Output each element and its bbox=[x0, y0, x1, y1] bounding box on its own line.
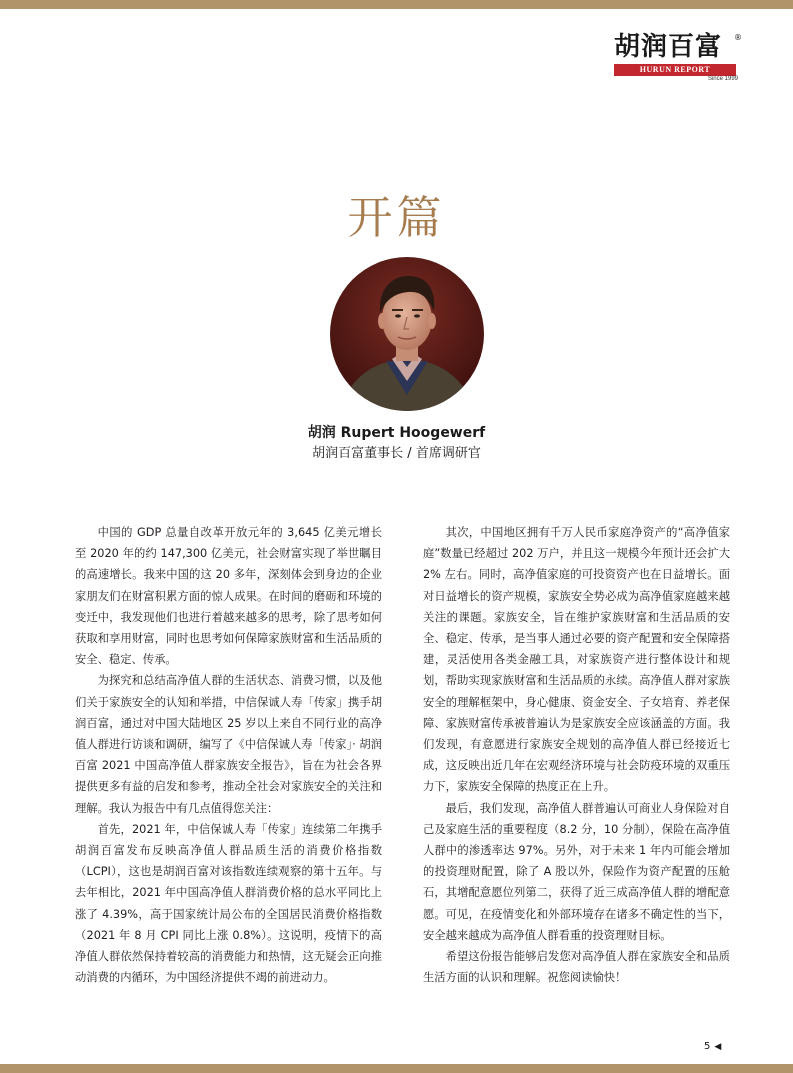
body-paragraph: 为探究和总结高净值人群的生活状态、消费习惯，以及他们关于家族安全的认知和举措，中信保诚人寿「传家」携手胡润百富，通过对中国大陆地区 25 岁以上来自不同行业的高净值人群进行访谈和调研，编写了《中信保诚人寿「传家」· 胡润百富 2021 中国高净值人群家族安全报告》，旨在为社会各界提供更多有益的启发和参考，推动全社会对家族安全的关注和理解。我认为报告中有几点值得您关注： bbox=[75, 674, 382, 815]
page-number-text: 5 bbox=[704, 1041, 711, 1052]
logo-chinese-text: 胡润百富 bbox=[614, 32, 723, 62]
body-paragraph: 希望这份报告能够启发您对高净值人群在家族安全和品质生活方面的认识和理解。祝您阅读愉快！ bbox=[423, 950, 730, 985]
portrait-image bbox=[330, 257, 484, 411]
body-paragraph: 其次，中国地区拥有千万人民币家庭净资产的“高净值家庭”数量已经超过 202 万户，并且这一规模今年预计还会扩大 2% 左右。同时，高净值家庭的可投资资产也在日益增长。面对日益增长的资产规模，家族安全势必成为高净值家庭越来越关注的课题。家族安全，旨在维护家族财富和生活品质的安全、稳定、传承，是当事人通过必要的资产配置和安全保障搭建，灵活使用各类金融工具，对家族资产进行整体设计和规划，帮助实现家族财富和生活品质的永续。高净值人群对家族安全的理解框架中，身心健康、资金安全、子女培育、养老保障、家族财富传承被普遍认为是家族安全应该涵盖的方面。我们发现，有意愿进行家族安全规划的高净值人群已经接近七成，这反映出近几年在宏观经济环境与社会防疫环境的双重压力下，家族安全保障的热度正在上升。 bbox=[423, 526, 730, 794]
logo-since-text: Since 1999 bbox=[707, 76, 738, 82]
page-title: 开篇 bbox=[347, 191, 446, 245]
body-paragraph: 首先，2021 年，中信保诚人寿「传家」连续第二年携手胡润百富发布反映高净值人群品质生活的消费价格指数（LCPI），这也是胡润百富对该指数连续观察的第十五年。与去年相比，2021 年中国高净值人群消费价格的总水平同比上涨了 4.39%，高于国家统计局公布的全国居民消费价格指数（2021 年 8 月 CPI 同比上涨 0.8%）。这说明，疫情下的高净值人群依然保持着较高的消费能力和热情，这无疑会正向推动消费的内循环，为中国经济提供不竭的前进动力。 bbox=[75, 822, 382, 985]
bottom-accent-bar bbox=[0, 1064, 793, 1073]
body-paragraph: 最后，我们发现，高净值人群普遍认可商业人身保险对自己及家庭生活的重要程度（8.2 分，10 分制），保险在高净值人群中的渗透率达 97%。另外，对于未来 1 年内可能会增加的投资理财配置，除了 A 股以外，保险作为资产配置的压舱石，其增配意愿位列第二，获得了近三成高净值人群的增配意愿。可见，在疫情变化和外部环境存在诸多不确定性的当下，安全越来越成为高净值人群看重的投资理财目标。 bbox=[423, 801, 730, 942]
logo-registered-mark: ® bbox=[734, 33, 742, 42]
hurun-logo bbox=[612, 31, 742, 87]
top-accent-bar bbox=[0, 0, 793, 9]
page-number bbox=[704, 1040, 721, 1054]
body-column-left bbox=[75, 522, 382, 988]
author-role: 胡润百富董事长 / 首席调研官 bbox=[312, 446, 481, 461]
body-column-right bbox=[423, 522, 730, 988]
body-paragraph: 中国的 GDP 总量自改革开放元年的 3,645 亿美元增长至 2020 年的约 147,300 亿美元，社会财富实现了举世瞩目的高速增长。我来中国的这 20 多年，深刻体会到身边的企业家朋友们在财富积累方面的惊人成果。在时间的磨砺和环境的变迁中，我发现他们也进行着越来越多的思考，除了思考如何获取和享用财富，同时也思考如何保障家族财富和生活品质的安全、稳定、传承。 bbox=[75, 526, 382, 667]
author-name: 胡润 Rupert Hoogewerf bbox=[307, 425, 486, 441]
page-arrow-icon: ◀ bbox=[714, 1042, 722, 1052]
logo-english-banner: HURUN REPORT bbox=[614, 64, 736, 76]
author-portrait bbox=[330, 257, 484, 411]
